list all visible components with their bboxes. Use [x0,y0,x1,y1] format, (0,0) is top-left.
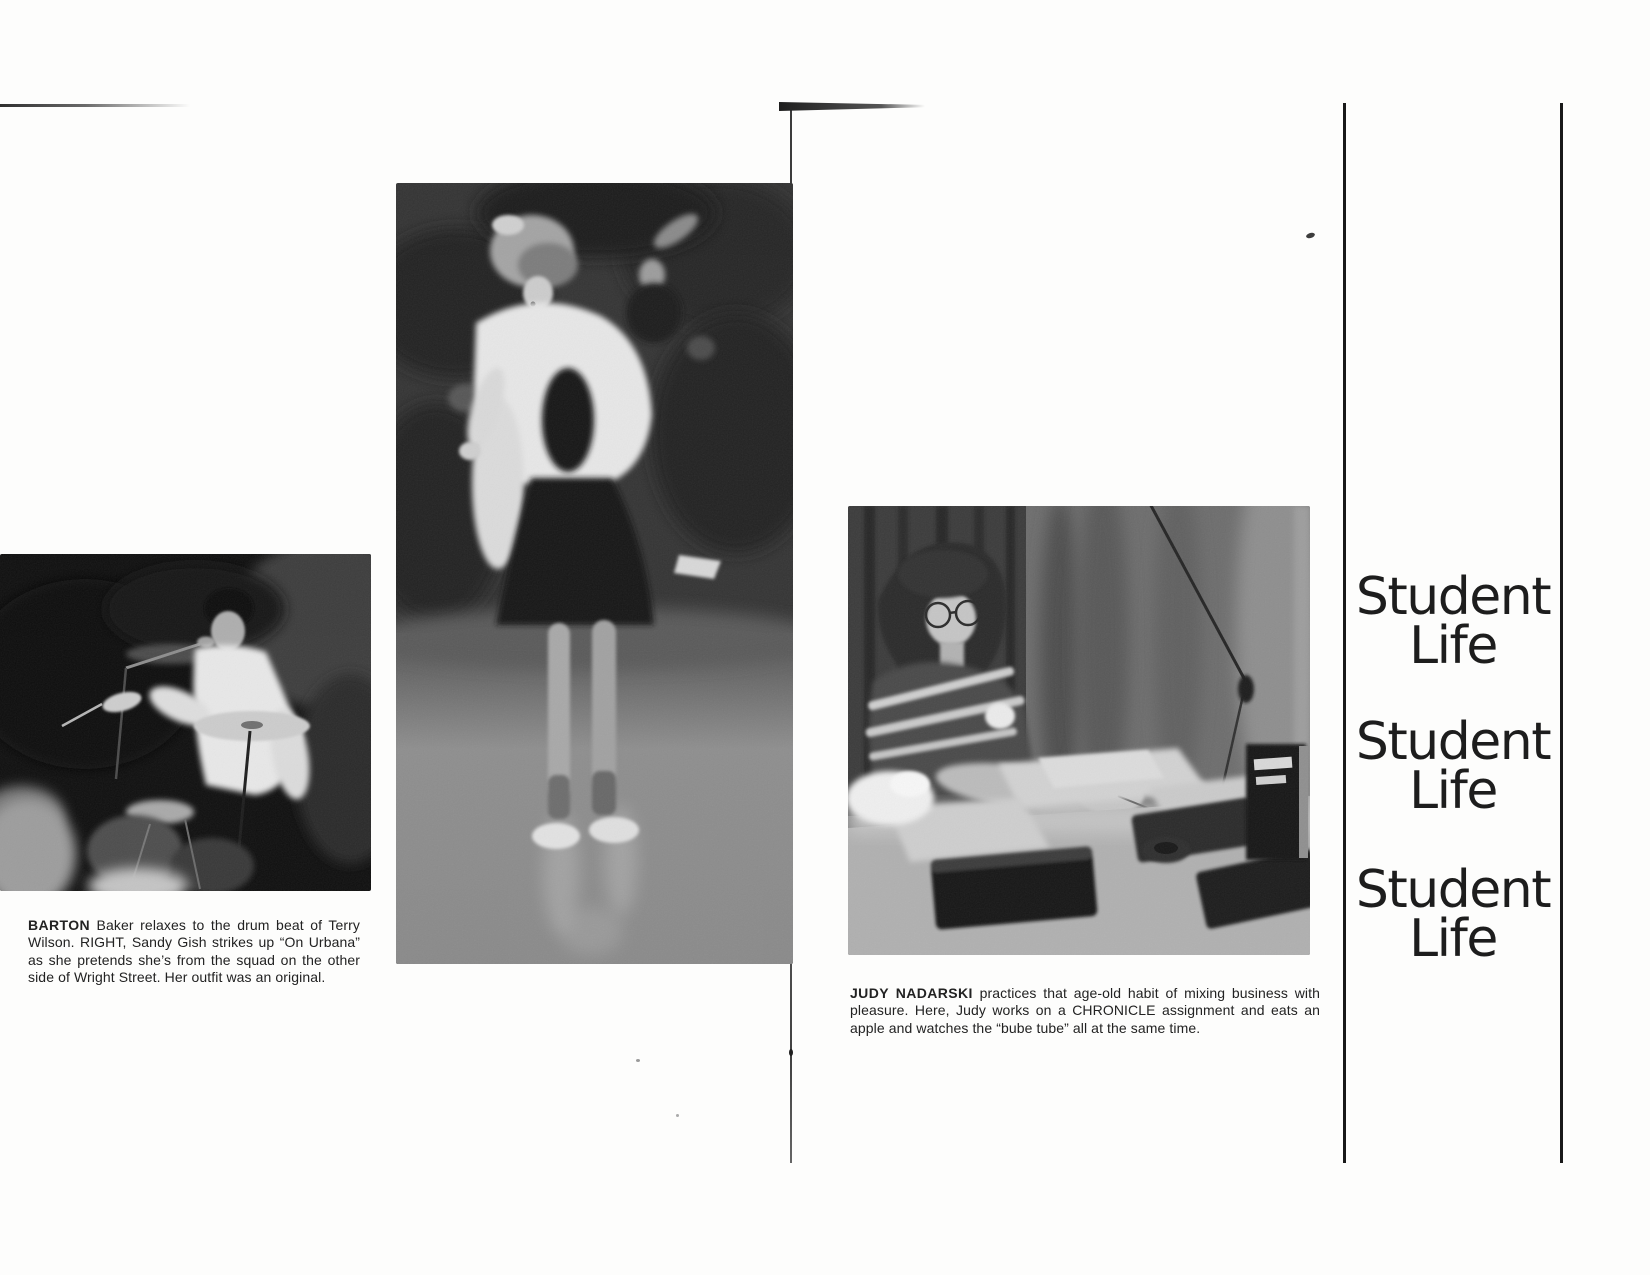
scan-speck [636,1059,640,1062]
scan-speck [1305,232,1315,240]
heading-line-2: Life [1409,616,1497,676]
heading-line-2: Life [1409,909,1497,969]
heading-line-1: Student [1355,860,1551,920]
column-rule-right [1560,103,1563,1163]
judy-photo-image [848,506,1310,955]
caption-barton [28,917,360,986]
photo-judy-desk [848,506,1310,955]
student-life-heading-3 [1346,860,1560,969]
caption-judy-body: practices that age-old habit of mixing business with pleasure. Here, Judy works on a CHRONICLE assignment and eats an apple and watches the “bube tube” all at the same time. [850,985,1320,1036]
photo-drummer [0,554,371,891]
student-life-heading-1 [1346,567,1560,676]
heading-line-1: Student [1355,567,1551,627]
student-life-heading-2 [1346,712,1560,821]
caption-barton-body: Baker relaxes to the drum beat of Terry Wilson. RIGHT, Sandy Gish strikes up “On Urbana” as she pretends she’s from the squad on the other side of Wright Street. Her outfit was an original. [28,917,360,985]
dancer-photo-image [396,183,793,964]
scan-speck [676,1114,679,1117]
caption-judy [850,985,1320,1037]
drummer-photo-image [0,554,371,891]
heading-line-2: Life [1409,761,1497,821]
fold-speck [789,1049,793,1056]
caption-barton-lead: BARTON [28,917,91,933]
gutter-fold-shadow [779,102,925,111]
heading-line-1: Student [1355,712,1551,772]
page-edge-line [0,104,190,107]
caption-judy-lead: JUDY NADARSKI [850,985,973,1001]
photo-dancer [396,183,793,964]
